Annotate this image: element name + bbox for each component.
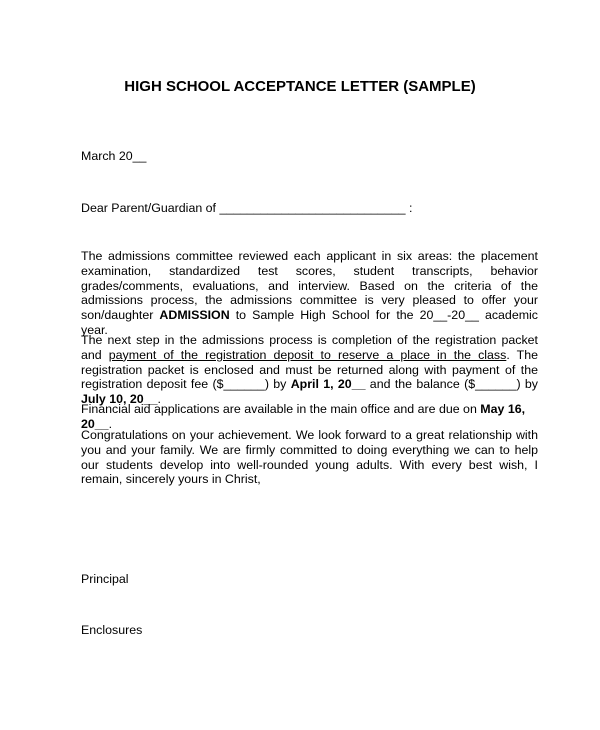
letter-title: HIGH SCHOOL ACCEPTANCE LETTER (SAMPLE) xyxy=(124,78,476,95)
text: . xyxy=(157,392,161,407)
text: and the balance ($______) by xyxy=(365,377,539,392)
enclosures-note: Enclosures xyxy=(81,623,143,637)
admission-bold: ADMISSION xyxy=(159,308,230,323)
salutation: Dear Parent/Guardian of ___________________________ : xyxy=(81,201,413,215)
deposit-date: April 1, 20__ xyxy=(290,377,366,392)
letter-date: March 20__ xyxy=(81,149,147,163)
financial-aid-date: May 16, 20__ xyxy=(81,402,526,431)
text: Financial aid applications are available in the main office and are due on xyxy=(81,402,481,416)
balance-date: July 10, 20__ xyxy=(81,392,158,407)
text: . The registration packet is enclosed and must be returned along with payment of the registration deposit fee ($______) by xyxy=(81,347,538,392)
paragraph-admission xyxy=(81,249,538,338)
text: . xyxy=(108,416,113,431)
paragraph-registration xyxy=(81,333,538,407)
text: to Sample High School for the 20__-20__ academic year. xyxy=(81,308,538,337)
paragraph-congratulations: Congratulations on your achievement. We look forward to a great relationship with you and your family. We are firmly committed to doing everything we can to help our students develop into well-rounded young adults. With every best wish, I remain, sincerely yours in Christ, xyxy=(81,428,538,487)
text: The next step in the admissions process is completion of the registration packet and xyxy=(81,333,538,362)
signature-principal: Principal xyxy=(81,572,129,586)
underlined-text: payment of the registration deposit to reserve a place in the class xyxy=(108,347,507,362)
text: The admissions committee reviewed each applicant in six areas: the placement examination, standardized test scores, student transcripts, behavior grades/comments, evaluations, and interview. Based on the criteria of the admissions process, the admissions committee is very pleased to offer your son/daughter xyxy=(81,249,538,323)
